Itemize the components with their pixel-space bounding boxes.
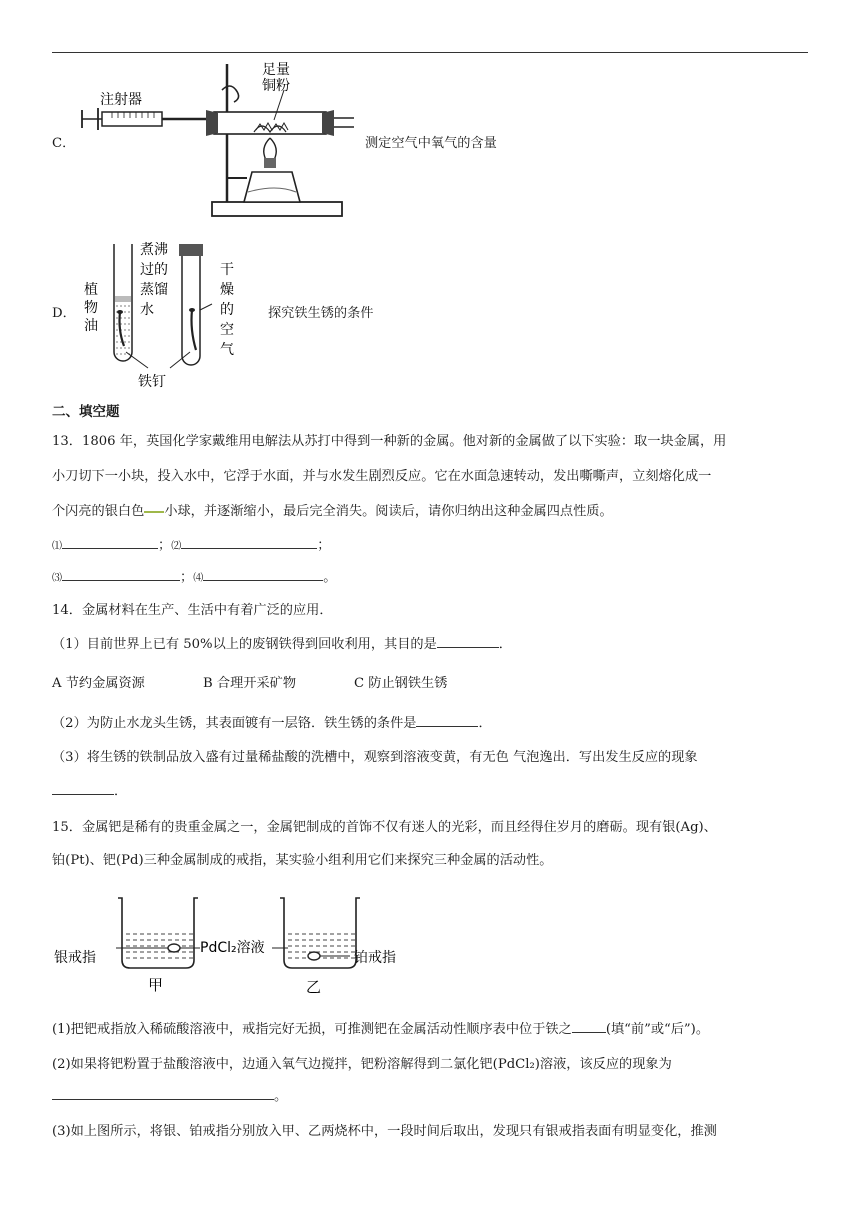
beaker-figure [50,890,420,1000]
q14-blank-3[interactable] [52,782,114,795]
q13-blanks-row-2 [52,568,336,589]
q14-part-1-end: ． [498,637,512,652]
pdcl2-solution-label: PdCl₂溶液 [200,940,265,956]
q15-part-1-end: (填“前”或“后”)。 [605,1022,710,1037]
air-label-5: 气 [220,342,234,358]
q13-blank-4-num: ⑷ [193,573,204,584]
q15-part-1-text: (1)把钯戒指放入稀硫酸溶液中，戒指完好无损，可推测钯在金属活动性顺序表中位于铁之 [52,1022,572,1037]
olive-dash [144,511,164,513]
option-d-caption: 探究铁生锈的条件 [268,306,374,321]
q15-part-2-end: 。 [274,1089,288,1104]
q13-end-4: 。 [323,570,337,585]
q14-choice-b: B 合理开采矿物 [203,676,297,691]
q14-part-1-text: （1）目前世界上已有 50%以上的废钢铁得到回收利用，其目的是 [52,637,437,652]
nail-label: 铁钉 [138,374,166,390]
oil-label-2: 物 [84,300,98,316]
q14-part-2 [52,714,492,734]
silver-ring-label: 银戒指 [54,950,96,966]
q13-sep-3: ； [180,570,194,585]
water-label-2: 过的 [140,262,168,278]
copper-label-2: 铜粉 [262,78,290,94]
oil-label-1: 植 [84,282,98,298]
iron-rust-apparatus [78,240,248,390]
option-d-letter: D． [52,306,76,321]
q15-part-1 [52,1020,709,1040]
syringe-label: 注射器 [100,92,142,108]
air-label-2: 燥 [220,282,234,298]
water-label-1: 煮沸 [140,242,168,258]
q15-blank-2[interactable] [52,1087,274,1100]
beaker-yi-label: 乙 [306,978,322,996]
copper-oxygen-apparatus [72,60,362,220]
q14-blank-1[interactable] [437,635,499,648]
q13-blank-3[interactable] [62,568,180,581]
q13-end-2: ； [317,538,331,553]
q13-blank-3-num: ⑶ [52,573,62,584]
q15-part-2-blank-line [52,1087,287,1107]
option-c-letter: C． [52,136,76,151]
q13-line-3 [52,502,613,522]
q13-line-3a: 个闪亮的银白色 [52,504,145,519]
q13-blank-1[interactable] [62,536,158,549]
q13-line-3b: 小球，并逐渐缩小，最后完全消失。阅读后，请你归纳出这种金属四点性质。 [164,504,613,519]
q14-part-3-end: ． [114,784,128,799]
q15-line-1: 15．金属钯是稀有的贵重金属之一，金属钯制成的首饰不仅有迷人的光彩，而且经得住岁月的磨砺。现有银(Ag)、 [52,820,717,835]
q13-blank-2-num: ⑵ [171,541,182,552]
header-rule [52,52,808,53]
q14-part-1 [52,635,512,655]
platinum-ring-label: 铂戒指 [354,950,396,966]
q15-part-3: (3)如上图所示，将银、铂戒指分别放入甲、乙两烧杯中，一段时间后取出，发现只有银戒指表面有明显变化，推测 [52,1124,717,1139]
oil-label-3: 油 [84,318,98,334]
water-label-4: 水 [140,302,154,318]
section-title: 二、填空题 [52,404,120,420]
air-label-3: 的 [220,302,234,318]
q13-line-2: 小刀切下一小块，投入水中，它浮于水面，并与水发生剧烈反应。它在水面急速转动，发出嘶嘶声，立刻熔化成一 [52,469,712,484]
copper-label-1: 足量 [262,62,290,78]
q15-blank-1[interactable] [572,1020,606,1033]
beaker-jia-label: 甲 [148,976,164,994]
air-label-1: 干 [220,262,234,278]
q13-line-1: 13．1806 年，英国化学家戴维用电解法从苏打中得到一种新的金属。他对新的金属做了以下实验：取一块金属，用 [52,434,727,449]
q14-choice-c: C 防止钢铁生锈 [354,676,448,691]
q14-part-3: （3）将生锈的铁制品放入盛有过量稀盐酸的洗槽中，观察到溶液变黄，有无色 气泡逸出．写出发生反应的现象 [52,750,698,765]
q13-blank-2[interactable] [181,536,317,549]
q13-sep-1: ； [158,538,172,553]
q15-line-2: 铂(Pt)、钯(Pd)三种金属制成的戒指，某实验小组利用它们来探究三种金属的活动性。 [52,853,553,868]
air-label-4: 空 [220,322,234,338]
q15-part-2: (2)如果将钯粉置于盐酸溶液中，边通入氧气边搅拌，钯粉溶解得到二氯化钯(PdCl₂)溶液，该反应的现象为 [52,1057,672,1072]
q13-blank-4[interactable] [203,568,323,581]
q13-blank-1-num: ⑴ [52,541,62,552]
q14-part-2-end: ． [478,716,492,731]
q14-stem: 14．金属材料在生产、生活中有着广泛的应用． [52,603,333,618]
q14-blank-2[interactable] [416,714,478,727]
water-label-3: 蒸馏 [140,282,168,298]
q14-part-2-text: （2）为防止水龙头生锈，其表面镀有一层铬．铁生锈的条件是 [52,716,417,731]
q14-part-3-blank-line [52,782,127,802]
option-c-caption: 测定空气中氧气的含量 [365,136,497,151]
q14-choice-a: A 节约金属资源 [52,676,145,691]
q13-blanks-row-1 [52,536,330,557]
